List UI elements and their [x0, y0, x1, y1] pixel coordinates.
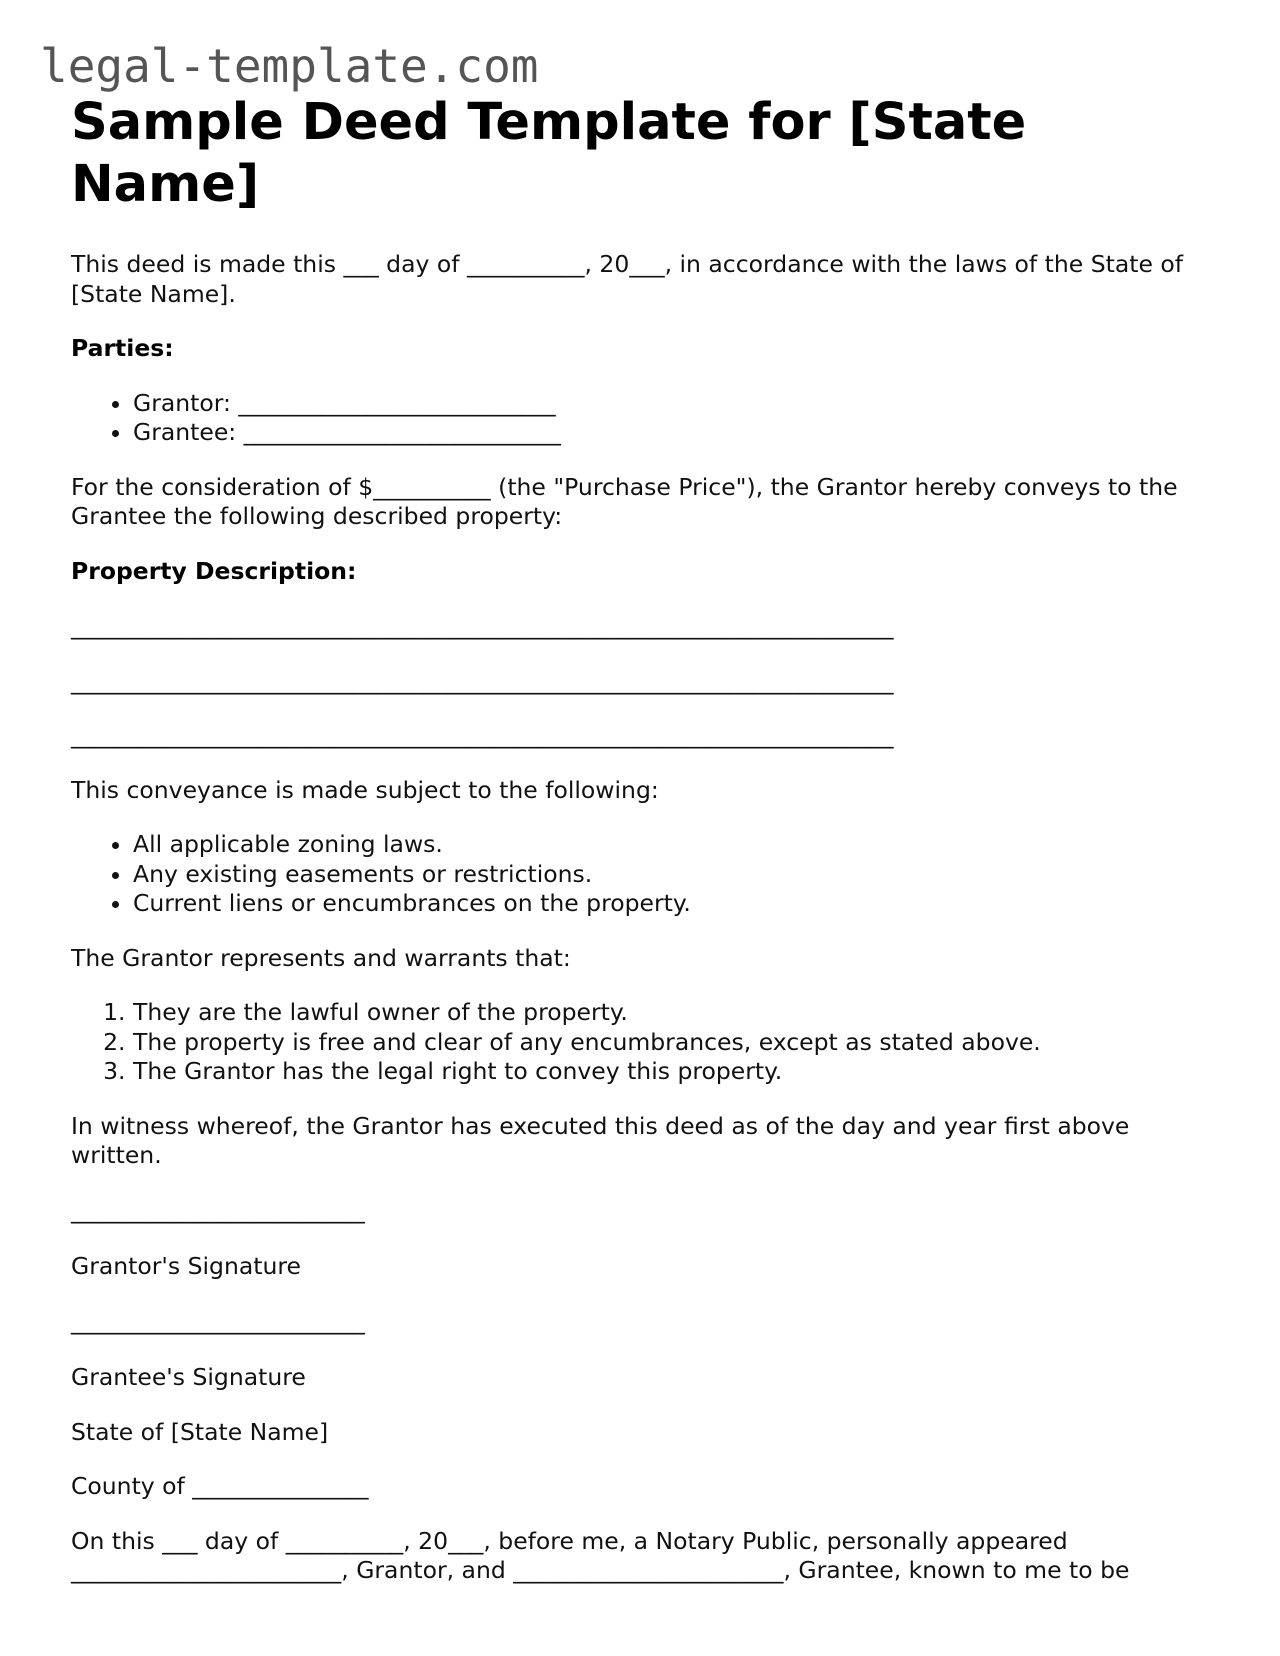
notary-county: County of _______________ [71, 1472, 369, 1500]
property-description-line: ______________________________________________________________________ [71, 721, 894, 749]
witness-paragraph: In witness whereof, the Grantor has executed this deed as of the day and year first above written. [71, 1111, 1130, 1169]
party-grantee: • Grantee: ___________________________ [133, 418, 1221, 448]
subject-to-item: • Any existing easements or restrictions. [133, 860, 1221, 890]
subject-to-item: • Current liens or encumbrances on the property. [133, 889, 1221, 919]
site-watermark: legal-template.com [40, 39, 539, 93]
warranties-intro: The Grantor represents and warrants that: [71, 943, 571, 972]
party-grantor: • Grantor: ___________________________ [133, 389, 1221, 419]
property-description-line: ______________________________________________________________________ [71, 666, 894, 695]
subject-to-intro: This conveyance is made subject to the following: [71, 775, 659, 804]
warranties-list [71, 998, 1221, 1087]
property-description-heading: Property Description: [71, 556, 357, 585]
grantor-signature-line: _________________________ [71, 1195, 365, 1224]
notary-statement: On this ___ day of __________, 20___, before me, a Notary Public, personally appeared _______________________, Grantor, and _______________________, Grantee, known to me to be [71, 1526, 1130, 1584]
subject-to-item: • All applicable zoning laws. [133, 830, 1221, 860]
parties-list [71, 389, 1221, 448]
signature-block [71, 1196, 1221, 1393]
deed-document [71, 92, 1221, 1611]
subject-to-list [71, 830, 1221, 919]
property-description-lines [71, 612, 1221, 751]
document-title: Sample Deed Template for [State Name] [71, 93, 1027, 214]
intro-paragraph: This deed is made this ___ day of __________, 20___, in accordance with the laws of the State of [State Name]. [71, 250, 1184, 308]
warranty-item: 2. The property is free and clear of any encumbrances, except as stated above. [133, 1028, 1221, 1058]
property-description-line: ______________________________________________________________________ [71, 612, 894, 640]
grantee-signature-label: Grantee's Signature [71, 1363, 306, 1391]
notary-state: State of [State Name] [71, 1417, 329, 1446]
warranty-item: 3. The Grantor has the legal right to convey this property. [133, 1057, 1221, 1087]
grantor-signature-label: Grantor's Signature [71, 1252, 301, 1280]
grantee-signature-line: _________________________ [71, 1306, 365, 1335]
warranty-item: 1. They are the lawful owner of the property. [133, 998, 1221, 1028]
parties-heading: Parties: [71, 334, 174, 362]
consideration-paragraph: For the consideration of $__________ (the "Purchase Price"), the Grantor hereby conveys to the Grantee the following described property: [71, 472, 1178, 530]
